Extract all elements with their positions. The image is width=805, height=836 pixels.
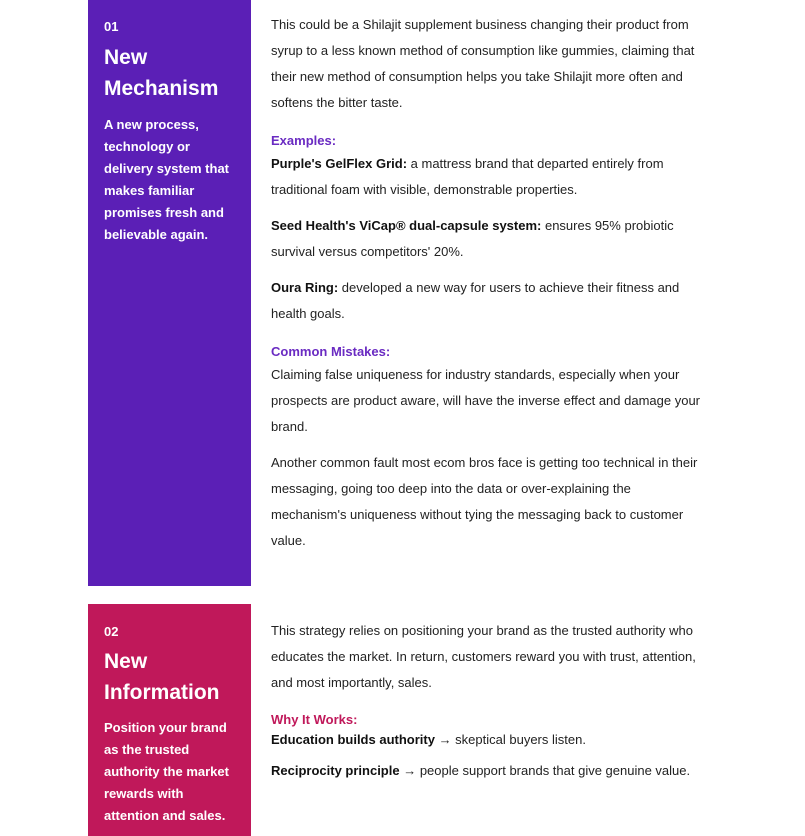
example-name: Seed Health's ViCap® dual-capsule system: (271, 218, 542, 233)
section-2-title-line-2: Information (104, 681, 220, 704)
section-1-title-line-2: Mechanism (104, 77, 219, 100)
mistake-paragraph: Claiming false uniqueness for industry standards, especially when your prospects are product aware, will have the inverse effect and damage your brand. (271, 367, 700, 434)
example-item (271, 151, 701, 203)
section-1-title (104, 42, 237, 104)
example-text: a mattress brand that departed entirely from traditional foam with visible, demonstrable properties. (271, 156, 664, 197)
why-item-name: Education builds authority (271, 732, 435, 747)
why-item-text: → skeptical buyers listen. (434, 732, 586, 747)
section-2-title (104, 646, 237, 708)
example-text: ensures 95% probiotic survival versus competitors' 20%. (271, 218, 674, 259)
why-it-works-heading: Why It Works: (271, 712, 358, 727)
example-item (271, 213, 701, 265)
section-2-number: 02 (104, 624, 119, 639)
section-2-panel (88, 604, 251, 836)
common-mistakes-heading: Common Mistakes: (271, 344, 391, 359)
section-1-intro: This could be a Shilajit supplement business changing their product from syrup to a less known method of consumption like gummies, claiming that their new method of consumption helps you take Shilajit more often and softens the bitter taste. (271, 17, 695, 110)
why-item (271, 758, 701, 784)
section-1-title-line-1: New (104, 46, 148, 69)
section-1-panel (88, 0, 251, 586)
section-2-content (271, 618, 701, 784)
section-2-title-line-1: New (104, 650, 148, 673)
example-name: Oura Ring: (271, 280, 339, 295)
section-1-description: A new process, technology or delivery system that makes familiar promises fresh and believable again. (104, 117, 230, 242)
examples-heading: Examples: (271, 133, 337, 148)
section-2-description: Position your brand as the trusted authority the market rewards with attention and sales. (104, 720, 229, 823)
section-1-number: 01 (104, 19, 119, 34)
why-item (271, 730, 701, 750)
why-item-name: Reciprocity principle (271, 763, 400, 778)
mistake-paragraph: Another common fault most ecom bros face is getting too technical in their messaging, going too deep into the data or over-explaining the mechanism's uniqueness without tying the messaging back to customer value. (271, 455, 698, 548)
section-2-intro: This strategy relies on positioning your brand as the trusted authority who educates the market. In return, customers reward you with trust, attention, and most importantly, sales. (271, 623, 696, 690)
section-1-content (271, 12, 701, 554)
why-item-text: → people support brands that give genuine value. (399, 763, 691, 778)
example-item (271, 275, 701, 327)
example-text: developed a new way for users to achieve their fitness and health goals. (271, 280, 680, 321)
example-name: Purple's GelFlex Grid: (271, 156, 408, 171)
